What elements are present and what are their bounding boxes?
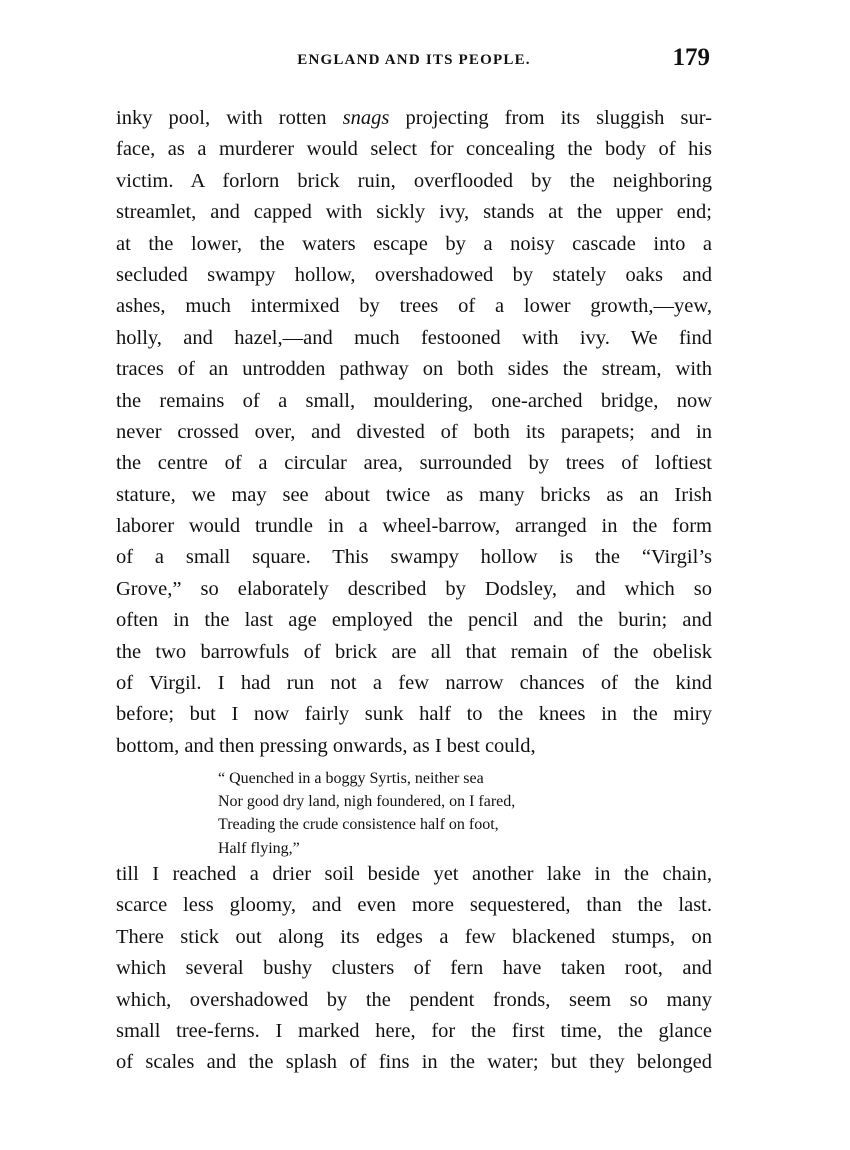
text-line: victim. A forlorn brick ruin, overflooded by the neighboring [116,169,712,192]
text-line: small tree-ferns. I marked here, for the first time, the glance [116,1019,712,1042]
italic-word: snags [342,107,390,129]
verse-line: Half flying,” [218,839,300,857]
text-line: ashes, much intermixed by trees of a lower growth,—yew, [116,295,712,318]
text-line: at the lower, the waters escape by a noisy cascade into a [116,232,712,255]
text-line: the centre of a circular area, surrounded by trees of loftiest [116,452,712,475]
text-line: face, as a murderer would select for concealing the body of his [116,138,712,161]
text-line: Grove,” so elaborately described by Dodsley, and which so [116,577,712,600]
running-title: ENGLAND AND ITS PEOPLE. [297,52,531,68]
text-line: often in the last age employed the pencil and the burin; and [116,609,712,632]
verse-line: “ Quenched in a boggy Syrtis, neither sea [218,770,484,787]
text-line: before; but I now fairly sunk half to the knees in the miry [116,703,712,726]
text-line: never crossed over, and divested of both its parapets; and in [116,420,712,443]
text-line: secluded swampy hollow, overshadowed by stately oaks and [116,263,712,286]
text-line: holly, and hazel,—and much festooned with ivy. We find [116,326,712,349]
text-fragment: projecting from its sluggish sur- [405,107,712,129]
running-head [116,44,712,80]
paragraph-2 [116,859,712,1079]
text-fragment: inky pool, with rotten [116,107,327,129]
verse-quotation [218,767,638,860]
text-line: till I reached a drier soil beside yet another lake in the chain, [116,863,712,885]
verse-line: Treading the crude consistence half on foot, [218,816,499,834]
text-line: which several bushy clusters of fern have taken root, and [116,957,712,980]
text-line: streamlet, and capped with sickly ivy, stands at the upper end; [116,201,712,224]
text-line: bottom, and then pressing onwards, as I best could, [116,734,536,757]
text-line: laborer would trundle in a wheel-barrow, arranged in the form [116,515,712,538]
text-line: of a small square. This swampy hollow is the “Virgil’s [116,546,712,569]
text-line: There stick out along its edges a few blackened stumps, on [116,925,712,948]
text-line: the remains of a small, mouldering, one-arched bridge, now [116,389,712,412]
paragraph-1 [116,103,712,762]
text-line: scarce less gloomy, and even more sequestered, than the last. [116,894,712,917]
text-line: which, overshadowed by the pendent fronds, seem so many [116,988,712,1011]
text-line: the two barrowfuls of brick are all that remain of the obelisk [116,640,712,663]
text-line [116,103,712,134]
text-line: of scales and the splash of fins in the water; but they belonged [116,1051,712,1074]
text-line: stature, we may see about twice as many bricks as an Irish [116,483,712,506]
page-number: 179 [672,44,710,71]
text-line: traces of an untrodden pathway on both sides the stream, with [116,358,712,381]
text-line: of Virgil. I had run not a few narrow chances of the kind [116,672,712,695]
verse-line: Nor good dry land, nigh foundered, on I fared, [218,793,516,811]
